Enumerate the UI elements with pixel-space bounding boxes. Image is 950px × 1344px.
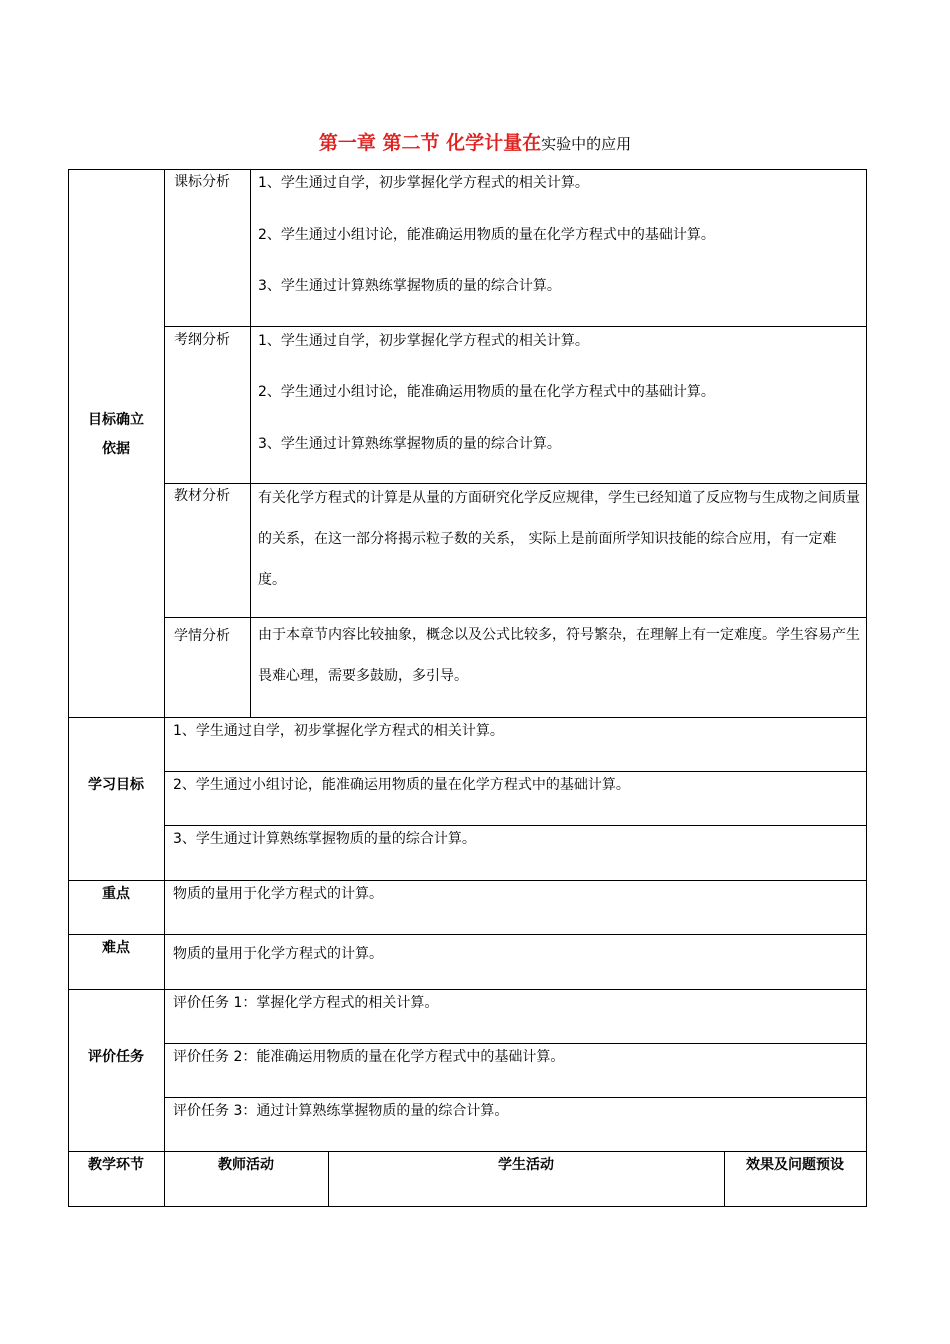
textbook-analysis-label: 教材分析 — [174, 488, 230, 504]
key-point-text: 物质的量用于化学方程式的计算。 — [173, 886, 383, 902]
header-teacher-activity: 教师活动 — [218, 1157, 274, 1173]
curriculum-item: 3、学生通过计算熟练掌握物质的量的综合计算。 — [258, 278, 561, 294]
syllabus-item: 2、学生通过小组讨论，能准确运用物质的量在化学方程式中的基础计算。 — [258, 384, 715, 400]
header-student-activity: 学生活动 — [498, 1157, 554, 1173]
header-teaching-stage: 教学环节 — [88, 1157, 144, 1173]
basis-label-line1: 目标确立 — [88, 412, 144, 428]
key-point-label: 重点 — [102, 886, 130, 902]
syllabus-item: 1、学生通过自学，初步掌握化学方程式的相关计算。 — [258, 333, 589, 349]
goals-label: 学习目标 — [88, 777, 144, 793]
difficulty-label: 难点 — [102, 940, 130, 956]
goal-item: 1、学生通过自学，初步掌握化学方程式的相关计算。 — [173, 723, 504, 739]
evaluation-item: 评价任务 3：通过计算熟练掌握物质的量的综合计算。 — [173, 1103, 509, 1119]
curriculum-analysis-label: 课标分析 — [174, 174, 230, 190]
evaluation-label: 评价任务 — [88, 1049, 144, 1065]
page-title: 第一章 第二节 化学计量在实验中的应用 — [318, 132, 632, 154]
basis-label-line2: 依据 — [102, 441, 130, 457]
learner-analysis-label: 学情分析 — [174, 628, 230, 644]
textbook-analysis-text: 有关化学方程式的计算是从量的方面研究化学反应规律，学生已经知道了反应物与生成物之间质量的关系，在这一部分将揭示粒子数的关系， 实际上是前面所学知识技能的综合应用，有一定难度。 — [258, 490, 860, 588]
learner-analysis-text: 由于本章节内容比较抽象，概念以及公式比较多，符号繁杂，在理解上有一定难度。学生容易产生畏难心理，需要多鼓励，多引导。 — [258, 627, 860, 684]
goal-item: 3、学生通过计算熟练掌握物质的量的综合计算。 — [173, 831, 476, 847]
header-effect-issues: 效果及问题预设 — [746, 1157, 844, 1173]
curriculum-item: 1、学生通过自学，初步掌握化学方程式的相关计算。 — [258, 175, 589, 191]
difficulty-text: 物质的量用于化学方程式的计算。 — [173, 946, 383, 962]
goal-item: 2、学生通过小组讨论，能准确运用物质的量在化学方程式中的基础计算。 — [173, 777, 630, 793]
syllabus-item: 3、学生通过计算熟练掌握物质的量的综合计算。 — [258, 436, 561, 452]
curriculum-item: 2、学生通过小组讨论，能准确运用物质的量在化学方程式中的基础计算。 — [258, 227, 715, 243]
evaluation-item: 评价任务 1：掌握化学方程式的相关计算。 — [173, 995, 439, 1011]
evaluation-item: 评价任务 2：能准确运用物质的量在化学方程式中的基础计算。 — [173, 1049, 565, 1065]
syllabus-analysis-label: 考纲分析 — [174, 332, 230, 348]
